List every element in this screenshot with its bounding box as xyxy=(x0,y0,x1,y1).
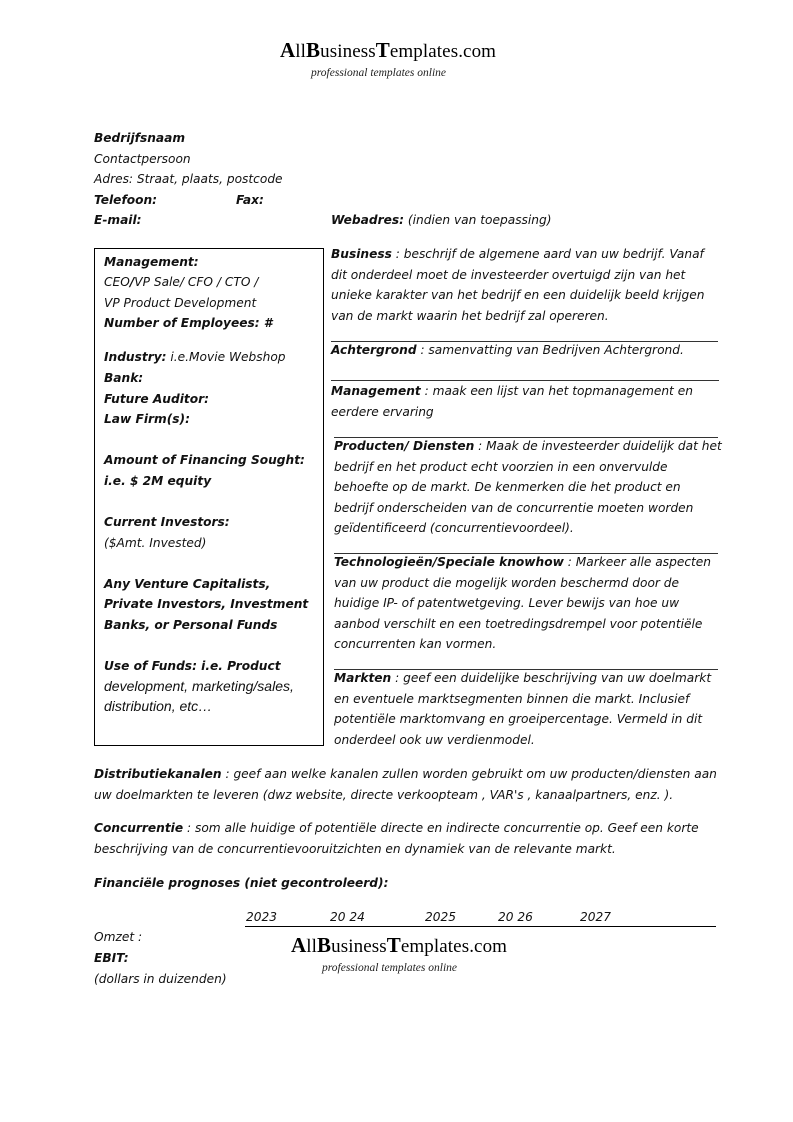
dollars-note: (dollars in duizenden) xyxy=(94,972,227,986)
distribution-line-1: Distributiekanalen : geef aan welke kanalen zullen worden gebruikt om uw producten/diensten aan xyxy=(94,767,717,781)
business-line-2: dit onderdeel moet de investeerder overtuigd zijn van het xyxy=(331,268,686,282)
competition-line-2: beschrijving van de concurrentievooruitzichten en dynamiek van de relevante markt. xyxy=(94,842,616,856)
roles-line-1: CEO/VP Sale/ CFO / CTO / xyxy=(104,275,259,289)
phone-label: Telefoon: xyxy=(94,193,158,207)
ebit-label: EBIT: xyxy=(94,951,129,965)
funds-line-1: Use of Funds: i.e. Product xyxy=(104,659,281,673)
industry: Industry: i.e.Movie Webshop xyxy=(104,350,286,364)
financing-label: Amount of Financing Sought: xyxy=(104,453,305,467)
omzet-label: Omzet : xyxy=(94,930,143,944)
markets-line-3: potentiële marktomvang en groeipercentage. Vermeld in dit xyxy=(334,712,703,726)
business-line-4: van de markt waarin het bedrijf zal opereren. xyxy=(331,309,609,323)
management-line-2: eerdere ervaring xyxy=(331,405,434,419)
investors-note: ($Amt. Invested) xyxy=(104,536,207,550)
year-col: 20 26 xyxy=(498,910,533,924)
bank-label: Bank: xyxy=(104,371,144,385)
vc-line-2: Private Investors, Investment xyxy=(104,597,309,611)
year-col: 2023 xyxy=(246,910,278,924)
address: Adres: Straat, plaats, postcode xyxy=(94,172,283,186)
email-label: E-mail: xyxy=(94,213,142,227)
funds-line-3: distribution, etc… xyxy=(104,698,213,714)
year-col: 2025 xyxy=(425,910,457,924)
markets-line-1: Markten : geef een duidelijke beschrijving van uw doelmarkt xyxy=(334,671,712,685)
roles-line-2: VP Product Development xyxy=(104,296,257,310)
employees: Number of Employees: # xyxy=(104,316,273,330)
markets-line-2: en eventuele marktsegmenten binnen die markt. Inclusief xyxy=(334,692,690,706)
products-line-4: bedrijf onderscheiden van de concurrentie moeten worden xyxy=(334,501,694,515)
web-note: (indien van toepassing) xyxy=(404,213,552,227)
products-line-2: bedrijf en het product echt voorzien in een onvervulde xyxy=(334,460,668,474)
web-address xyxy=(331,210,552,231)
financing-value: i.e. $ 2M equity xyxy=(104,474,212,488)
management-label: Management: xyxy=(104,255,199,269)
products-line-5: geïdentificeerd (concurrentievoordeel). xyxy=(334,521,574,535)
investors-label: Current Investors: xyxy=(104,515,230,529)
tech-line-1: Technologieën/Speciale knowhow : Markeer alle aspecten xyxy=(334,555,712,569)
law-firm-label: Law Firm(s): xyxy=(104,412,190,426)
vc-line-3: Banks, or Personal Funds xyxy=(104,618,278,632)
products-line-1: Producten/ Diensten : Maak de investeerder duidelijk dat het xyxy=(334,439,722,453)
financials-title: Financiële prognoses (niet gecontroleerd): xyxy=(94,876,389,890)
background-line: Achtergrond : samenvatting van Bedrijven Achtergrond. xyxy=(331,343,684,357)
funds-line-2: development, marketing/sales, xyxy=(104,678,294,694)
products-line-3: behoefte op de markt. De kenmerken die het product en xyxy=(334,480,681,494)
vc-line-1: Any Venture Capitalists, xyxy=(104,577,271,591)
tech-line-5: concurrenten kan vormen. xyxy=(334,637,497,651)
competition-line-1: Concurrentie : som alle huidige of potentiële directe en indirecte concurrentie op. Geef een korte xyxy=(94,821,699,835)
financials-divider xyxy=(245,926,716,927)
management-line-1: Management : maak een lijst van het topmanagement en xyxy=(331,384,693,398)
business-line-3: unieke karakter van het bedrijf en een duidelijk beeld krijgen xyxy=(331,288,705,302)
tech-line-2: van uw product die mogelijk worden beschermd door de xyxy=(334,576,680,590)
distribution-line-2: uw doelmarkten te leveren (dwz website, directe verkoopteam , VAR's , kanaalpartners, enz. ). xyxy=(94,788,674,802)
auditor-label: Future Auditor: xyxy=(104,392,209,406)
fax-label: Fax: xyxy=(236,193,264,207)
web-label: Webadres: xyxy=(331,213,405,227)
tech-line-3: huidige IP- of patentwetgeving. Lever bewijs van hoe uw xyxy=(334,596,680,610)
brand-tagline-footer: professional templates online xyxy=(322,962,458,974)
tech-line-4: aanbod verschilt en een toetredingsdrempel voor potentiële xyxy=(334,617,703,631)
brand-logo: AllBusinessTemplates.com xyxy=(280,38,497,62)
company-name: Bedrijfsnaam xyxy=(94,131,186,145)
markets-line-4: onderdeel ook uw verdienmodel. xyxy=(334,733,535,747)
brand-tagline: professional templates online xyxy=(311,67,447,79)
business-line-1: Business : beschrijf de algemene aard van uw bedrijf. Vanaf xyxy=(331,247,704,261)
contact-person: Contactpersoon xyxy=(94,152,191,166)
year-col: 20 24 xyxy=(330,910,365,924)
year-col: 2027 xyxy=(580,910,612,924)
brand-logo-footer: AllBusinessTemplates.com xyxy=(291,933,508,957)
